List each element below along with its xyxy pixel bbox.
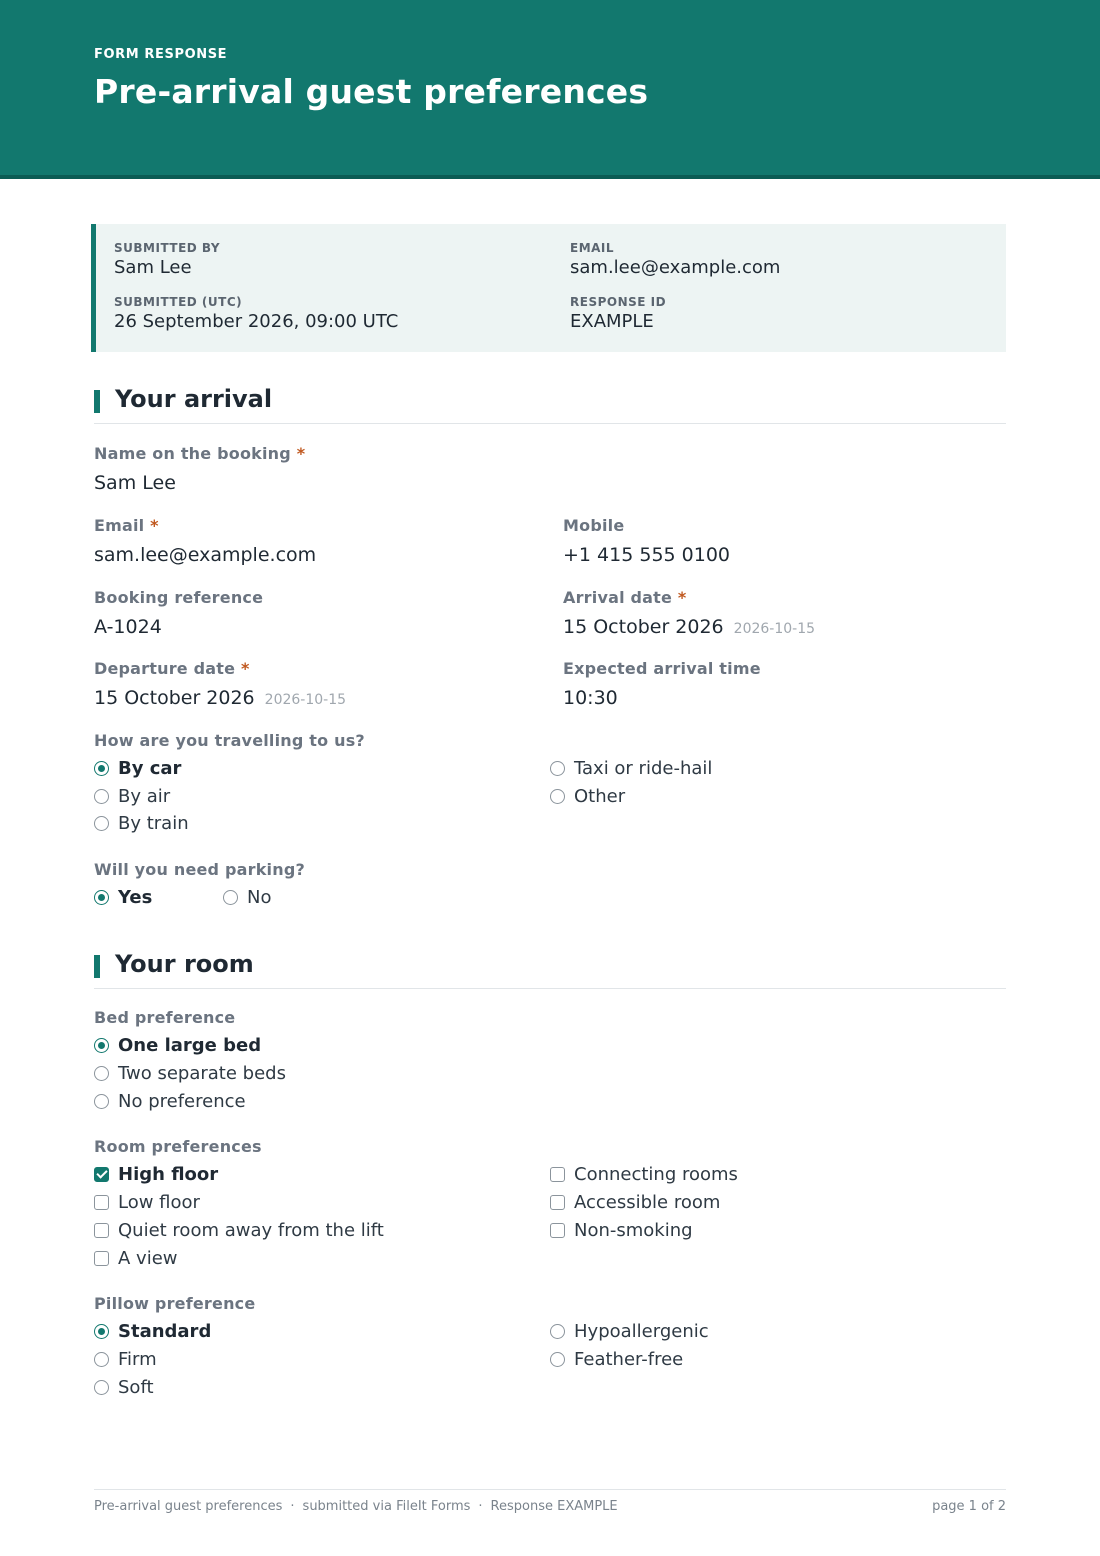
field-label: Departure date *	[94, 659, 250, 678]
field-label: Pillow preference	[94, 1294, 256, 1313]
field-value: Sam Lee	[94, 472, 176, 494]
option-label: Firm	[118, 1348, 157, 1370]
bed-option-one-large[interactable]	[94, 1033, 261, 1057]
option-label: Low floor	[118, 1191, 200, 1213]
radio-icon	[94, 816, 109, 831]
required-marker: *	[296, 444, 306, 463]
meta-value: Sam Lee	[114, 257, 192, 278]
option-label: Connecting rooms	[574, 1163, 738, 1185]
header-eyebrow: FORM RESPONSE	[94, 47, 228, 62]
room-pref-low-floor[interactable]	[94, 1190, 200, 1214]
room-pref-accessible[interactable]	[550, 1190, 720, 1214]
checkbox-icon	[550, 1167, 565, 1182]
footer-info: Pre-arrival guest preferences · submitted via FileIt Forms · Response EXAMPLE	[94, 1499, 618, 1514]
option-label: Taxi or ride-hail	[574, 757, 713, 779]
field-email	[94, 516, 316, 568]
option-label: Yes	[118, 886, 153, 908]
field-value: sam.lee@example.com	[94, 544, 317, 566]
field-value: +1 415 555 0100	[563, 544, 731, 566]
field-travel-mode	[94, 731, 365, 751]
room-pref-non-smoking[interactable]	[550, 1218, 693, 1242]
radio-icon	[550, 1324, 565, 1339]
travel-option-car[interactable]	[94, 756, 181, 780]
option-label: Non-smoking	[574, 1219, 693, 1241]
option-label: One large bed	[118, 1034, 262, 1056]
option-label: Feather-free	[574, 1348, 684, 1370]
field-label: Booking reference	[94, 588, 264, 607]
room-pref-view[interactable]	[94, 1246, 177, 1270]
meta-response-id	[570, 294, 666, 334]
meta-value: sam.lee@example.com	[570, 257, 781, 278]
pillow-option-soft[interactable]	[94, 1375, 154, 1399]
section-title-room	[94, 952, 1006, 989]
field-bed-preference	[94, 1008, 235, 1028]
meta-label: SUBMITTED BY	[114, 241, 221, 255]
field-value: A-1024	[94, 616, 162, 638]
travel-option-other[interactable]	[550, 784, 625, 808]
checkbox-icon	[94, 1251, 109, 1266]
form-header	[0, 0, 1100, 179]
pillow-option-standard[interactable]	[94, 1319, 211, 1343]
field-label: Name on the booking *	[94, 444, 306, 463]
radio-selected-icon	[94, 1324, 109, 1339]
field-value: 15 October 2026 2026-10-15	[563, 616, 816, 638]
section-title-text: Your arrival	[115, 385, 273, 413]
room-pref-connecting[interactable]	[550, 1162, 738, 1186]
radio-icon	[94, 1094, 109, 1109]
field-arrival-time	[563, 659, 761, 711]
pillow-option-hypoallergenic[interactable]	[550, 1319, 709, 1343]
field-label: How are you travelling to us?	[94, 731, 365, 750]
field-label: Room preferences	[94, 1137, 262, 1156]
field-label: Will you need parking?	[94, 860, 305, 879]
checkbox-icon	[94, 1195, 109, 1210]
radio-icon	[223, 890, 238, 905]
meta-value: 26 September 2026, 09:00 UTC	[114, 311, 399, 332]
meta-submitted-time	[114, 294, 398, 334]
radio-icon	[550, 1352, 565, 1367]
required-marker: *	[240, 659, 250, 678]
option-label: Standard	[118, 1320, 212, 1342]
field-departure-date	[94, 659, 346, 713]
field-label: Email *	[94, 516, 159, 535]
option-label: By car	[118, 757, 182, 779]
radio-selected-icon	[94, 1038, 109, 1053]
submission-meta-panel	[91, 224, 1006, 352]
meta-value: EXAMPLE	[570, 311, 654, 332]
pillow-option-feather-free[interactable]	[550, 1347, 683, 1371]
travel-option-air[interactable]	[94, 784, 170, 808]
page-title: Pre-arrival guest preferences	[94, 72, 649, 111]
radio-icon	[94, 1066, 109, 1081]
option-label: By train	[118, 812, 189, 834]
checkbox-icon	[550, 1223, 565, 1238]
meta-label: EMAIL	[570, 241, 615, 255]
option-label: No	[247, 886, 272, 908]
option-label: Other	[574, 785, 626, 807]
page-footer	[94, 1489, 1006, 1522]
page-number: page 1 of 2	[932, 1499, 1006, 1514]
option-label: High floor	[118, 1163, 219, 1185]
pillow-option-firm[interactable]	[94, 1347, 157, 1371]
radio-icon	[94, 1380, 109, 1395]
meta-label: RESPONSE ID	[570, 295, 667, 309]
section-title-arrival	[94, 387, 1006, 424]
field-arrival-date	[563, 588, 815, 642]
bed-option-no-preference[interactable]	[94, 1089, 246, 1113]
field-label: Mobile	[563, 516, 625, 535]
option-label: Accessible room	[574, 1191, 721, 1213]
option-label: Quiet room away from the lift	[118, 1219, 384, 1241]
section-accent-bar	[94, 955, 100, 978]
section-accent-bar	[94, 390, 100, 413]
travel-option-train[interactable]	[94, 811, 189, 835]
radio-icon	[94, 1352, 109, 1367]
field-room-preferences	[94, 1137, 262, 1157]
option-label: Soft	[118, 1376, 154, 1398]
radio-icon	[550, 789, 565, 804]
radio-selected-icon	[94, 761, 109, 776]
iso-date: 2026-10-15	[264, 692, 347, 708]
field-pillow-preference	[94, 1294, 255, 1314]
parking-option-no[interactable]	[223, 885, 271, 909]
checkbox-icon	[550, 1195, 565, 1210]
option-label: Two separate beds	[118, 1062, 286, 1084]
field-label: Expected arrival time	[563, 659, 761, 678]
field-value: 10:30	[563, 687, 618, 709]
checkbox-icon	[94, 1223, 109, 1238]
field-parking	[94, 860, 305, 880]
required-marker: *	[677, 588, 687, 607]
field-value: 15 October 2026 2026-10-15	[94, 687, 347, 709]
meta-label: SUBMITTED (UTC)	[114, 295, 243, 309]
radio-selected-icon	[94, 890, 109, 905]
option-label: By air	[118, 785, 171, 807]
room-pref-high-floor[interactable]	[94, 1162, 218, 1186]
travel-option-taxi[interactable]	[550, 756, 712, 780]
checkbox-checked-icon	[94, 1167, 109, 1182]
radio-icon	[550, 761, 565, 776]
bed-option-two-separate[interactable]	[94, 1061, 286, 1085]
field-mobile	[563, 516, 730, 568]
parking-option-yes[interactable]	[94, 885, 152, 909]
radio-icon	[94, 789, 109, 804]
option-label: A view	[118, 1247, 178, 1269]
section-title-text: Your room	[115, 950, 254, 978]
field-label: Bed preference	[94, 1008, 236, 1027]
field-booking-reference	[94, 588, 263, 640]
iso-date: 2026-10-15	[733, 621, 816, 637]
meta-email	[570, 240, 780, 280]
meta-submitted-by	[114, 240, 220, 280]
field-booking-name	[94, 444, 305, 496]
required-marker: *	[150, 516, 159, 535]
option-label: Hypoallergenic	[574, 1320, 709, 1342]
option-label: No preference	[118, 1090, 246, 1112]
field-label: Arrival date *	[563, 588, 687, 607]
room-pref-quiet-room[interactable]	[94, 1218, 384, 1242]
